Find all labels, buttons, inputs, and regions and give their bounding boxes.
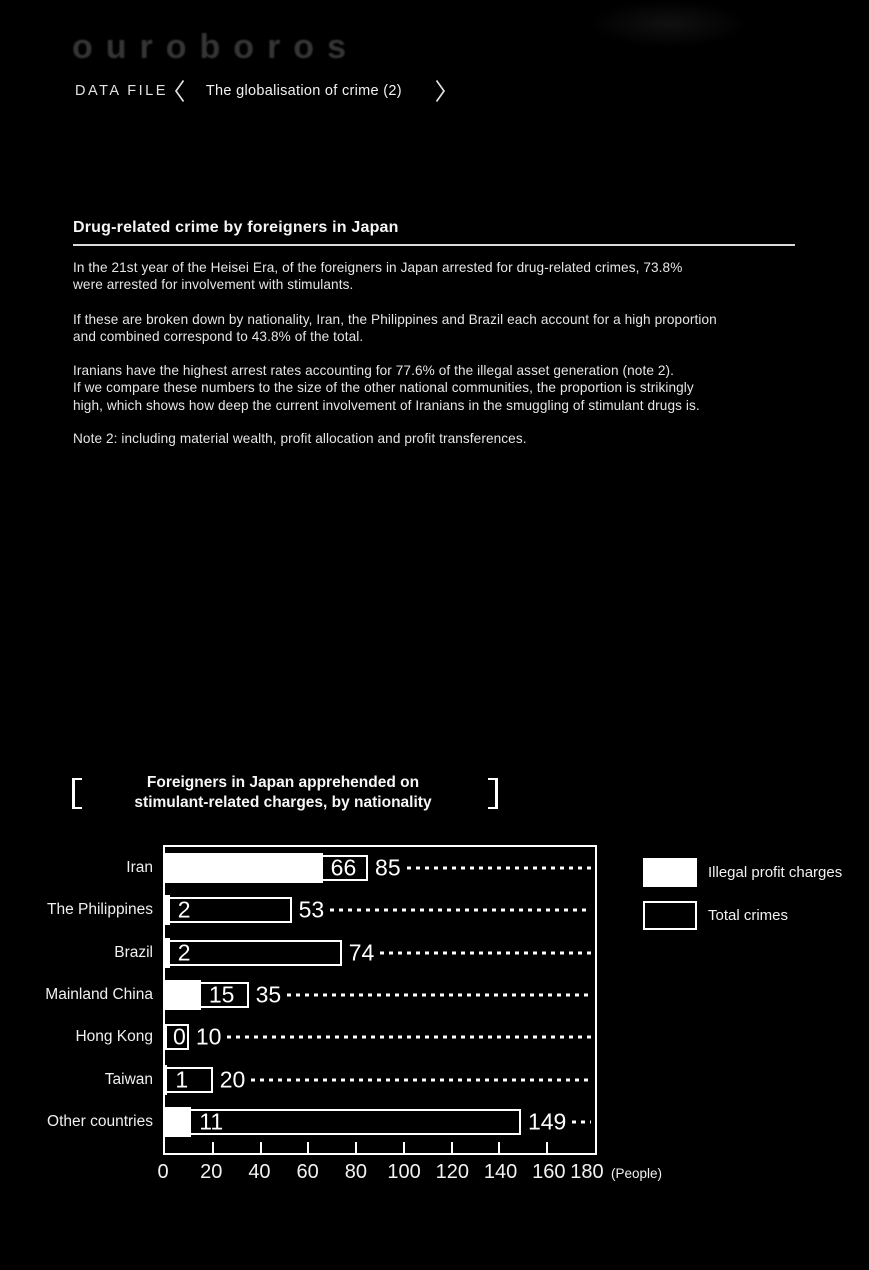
total-value-group: [196, 1024, 591, 1051]
paragraph-line: If these are broken down by nationality, Iran, the Philippines and Brazil each account for a high proportion: [73, 312, 717, 327]
category-label: Other countries: [47, 1112, 153, 1130]
axis-tick-label: 60: [296, 1161, 319, 1183]
axis-tick: [451, 1142, 453, 1153]
axis-tick: [307, 1142, 309, 1153]
total-crimes-value: 10: [195, 1023, 222, 1050]
paragraph-line: high, which shows how deep the current involvement of Iranians in the smuggling of stimulant drugs is.: [73, 397, 700, 413]
paragraph-line: In the 21st year of the Heisei Era, of the foreigners in Japan arrested for drug-related crimes, 73.8%: [73, 260, 683, 275]
chart-row-mainland-china: [45, 974, 595, 1016]
axis-tick-label: 180: [570, 1161, 604, 1183]
axis-tick: [260, 1142, 262, 1153]
x-axis-labels: [157, 1161, 663, 1187]
chart-title-line: stimulant-related charges, by nationality: [134, 793, 432, 811]
dotted-leader-line: [287, 993, 591, 996]
axis-tick: [355, 1142, 357, 1153]
category-label: Taiwan: [104, 1070, 153, 1088]
paragraph-line: were arrested for involvement with stimulants.: [73, 277, 354, 293]
axis-tick: [498, 1142, 500, 1153]
total-value-group: [299, 897, 591, 924]
series-logo: ouroboros: [72, 28, 359, 66]
footnote: Note 2: including material wealth, profit allocation and profit transferences.: [73, 431, 527, 446]
total-crimes-value: 149: [527, 1108, 567, 1135]
axis-tick-label: 80: [344, 1161, 367, 1183]
total-value-group: [220, 1066, 591, 1093]
paragraph-line: Iranians have the highest arrest rates accounting for 77.6% of the illegal asset generation (note 2).: [73, 363, 675, 378]
dotted-leader-line: [227, 1036, 591, 1039]
total-value-group: [349, 939, 591, 966]
total-value-group: [256, 981, 591, 1008]
chart-row-taiwan: [104, 1058, 595, 1100]
paragraph-line: and combined correspond to 43.8% of the total.: [73, 329, 364, 345]
chart-title-line: Foreigners in Japan apprehended on: [146, 774, 420, 791]
angle-bracket-close-icon: [434, 79, 447, 103]
total-crimes-value: 35: [255, 981, 282, 1008]
total-crimes-value: 85: [375, 854, 401, 881]
paragraph-3: [73, 362, 700, 414]
illegal-profit-value: 66: [330, 854, 357, 881]
bar-rows: [45, 847, 595, 1143]
chart-row-hong-kong: [75, 1016, 595, 1058]
legend-item-illegal-profit: [643, 858, 842, 887]
total-crimes-value: 53: [298, 896, 325, 923]
paragraph-2: [73, 311, 717, 346]
total-crimes-bar: [165, 940, 342, 966]
dotted-leader-line: [330, 909, 591, 912]
title-bracket-right-icon: [488, 778, 498, 809]
axis-tick-label: 160: [532, 1161, 566, 1183]
legend-label: Illegal profit charges: [708, 864, 843, 881]
axis-tick-label: 0: [157, 1161, 169, 1183]
paragraph-1: [73, 259, 682, 294]
axis-tick-label: 100: [387, 1161, 421, 1183]
category-label: The Philippines: [47, 901, 153, 919]
axis-tick: [546, 1142, 548, 1153]
dotted-leader-line: [407, 867, 591, 870]
illegal-profit-value: 1: [175, 1066, 189, 1093]
axis-tick-label: 140: [483, 1161, 518, 1183]
scan-artifact: [588, 0, 748, 48]
illegal-profit-bar: [165, 853, 323, 883]
total-crimes-bar: [165, 1067, 213, 1093]
total-value-group: [528, 1108, 591, 1135]
axis-tick: [403, 1142, 405, 1153]
legend-swatch-outlined-icon: [643, 901, 697, 930]
chart-row-iran: [126, 847, 595, 889]
axis-tick-label: 120: [435, 1161, 470, 1183]
illegal-profit-value: 15: [208, 981, 235, 1008]
chart-legend: [643, 858, 842, 944]
total-value-group: [375, 855, 591, 882]
category-label: Iran: [126, 859, 153, 877]
chart-title: [85, 773, 481, 812]
legend-label: Total crimes: [708, 907, 789, 924]
illegal-profit-value: 2: [177, 896, 191, 923]
article-heading: Drug-related crime by foreigners in Japan: [73, 219, 795, 246]
illegal-profit-bar: [165, 1107, 191, 1137]
axis-tick-marks: [165, 1142, 595, 1153]
illegal-profit-bar: [165, 980, 201, 1010]
category-label: Hong Kong: [75, 1028, 153, 1046]
category-label: Mainland China: [45, 985, 153, 1003]
plot-area: [45, 845, 597, 1155]
data-file-title: The globalisation of crime (2): [205, 83, 402, 99]
category-label: Brazil: [114, 943, 153, 961]
illegal-profit-value: 11: [199, 1108, 224, 1135]
illegal-profit-value: 2: [177, 939, 191, 966]
dotted-leader-line: [380, 951, 591, 954]
dotted-leader-line: [572, 1120, 591, 1123]
bar-chart: [0, 845, 869, 1215]
illegal-profit-bar: [165, 938, 170, 968]
illegal-profit-bar: [165, 895, 170, 925]
chart-row-other-countries: [47, 1101, 595, 1143]
axis-tick-label: 20: [200, 1161, 223, 1183]
chart-row-brazil: [114, 932, 595, 974]
total-crimes-value: 20: [219, 1066, 246, 1093]
data-file-header: [75, 79, 447, 103]
data-file-label: DATA FILE: [75, 83, 168, 99]
total-crimes-value: 74: [348, 939, 375, 966]
legend-item-total-crimes: [643, 901, 842, 930]
illegal-profit-value: 0: [173, 1023, 186, 1050]
paragraph-line: If we compare these numbers to the size of the other national communities, the proportion is strikingly: [73, 380, 694, 396]
illegal-profit-bar: [165, 1065, 167, 1095]
axis-tick: [212, 1142, 214, 1153]
legend-swatch-filled-icon: [643, 858, 697, 887]
title-bracket-left-icon: [72, 778, 82, 809]
axis-unit-label: (People): [611, 1166, 663, 1181]
chart-row-philippines: [47, 889, 595, 931]
angle-bracket-open-icon: [173, 79, 186, 103]
dotted-leader-line: [251, 1078, 591, 1081]
axis-tick-label: 40: [248, 1161, 271, 1183]
